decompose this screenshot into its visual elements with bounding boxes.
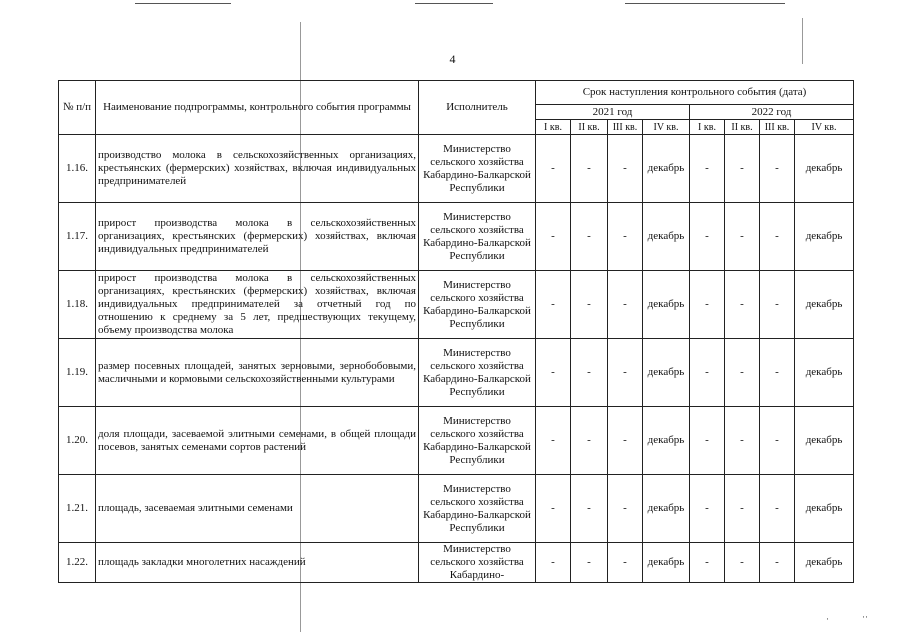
- row-number: 1.22.: [59, 543, 96, 583]
- scan-artifact-top-rule: [415, 3, 493, 4]
- q-cell: декабрь: [795, 135, 854, 203]
- q-cell: -: [725, 271, 760, 339]
- page-number: 4: [449, 52, 456, 66]
- q-cell: декабрь: [643, 339, 690, 407]
- q-cell: декабрь: [643, 203, 690, 271]
- q-cell: -: [690, 543, 725, 583]
- event-name: прирост производства молока в сельскохозяйственных организациях, крестьянских (фермерских) хозяйствах, включая индивидуальных предпринимателей за отчетный год по отношению к среднему за 5 лет, предшествующих текущему, объему производства молока: [96, 271, 419, 339]
- q-cell: -: [608, 407, 643, 475]
- q-cell: -: [760, 407, 795, 475]
- q-cell: -: [571, 407, 608, 475]
- q-cell: -: [608, 475, 643, 543]
- q-cell: -: [536, 407, 571, 475]
- q-cell: -: [760, 135, 795, 203]
- q-cell: -: [690, 135, 725, 203]
- header-quarter: II кв.: [571, 120, 608, 135]
- row-number: 1.21.: [59, 475, 96, 543]
- header-deadline: Срок наступления контрольного события (дата): [536, 81, 854, 105]
- q-cell: -: [760, 271, 795, 339]
- scan-artifact-top-rule: [135, 3, 231, 4]
- q-cell: -: [760, 475, 795, 543]
- q-cell: декабрь: [643, 271, 690, 339]
- table-row: [59, 407, 854, 475]
- q-cell: -: [725, 135, 760, 203]
- header-quarter: I кв.: [690, 120, 725, 135]
- q-cell: -: [725, 339, 760, 407]
- header-quarter: III кв.: [760, 120, 795, 135]
- q-cell: -: [690, 271, 725, 339]
- executor-cell: Министерство сельского хозяйства Кабардино-Балкарской Республики: [419, 135, 536, 203]
- q-cell: -: [760, 543, 795, 583]
- header-quarter: I кв.: [536, 120, 571, 135]
- q-cell: -: [725, 475, 760, 543]
- q-cell: -: [536, 203, 571, 271]
- table-row: [59, 475, 854, 543]
- scan-speck: ··: [862, 612, 868, 622]
- row-number: 1.20.: [59, 407, 96, 475]
- q-cell: -: [608, 135, 643, 203]
- row-number: 1.18.: [59, 271, 96, 339]
- event-name: площадь закладки многолетних насаждений: [96, 543, 419, 583]
- q-cell: декабрь: [643, 543, 690, 583]
- q-cell: -: [536, 475, 571, 543]
- row-number: 1.17.: [59, 203, 96, 271]
- q-cell: -: [690, 407, 725, 475]
- table-row: [59, 203, 854, 271]
- header-quarter: II кв.: [725, 120, 760, 135]
- header-quarter: IV кв.: [643, 120, 690, 135]
- event-name: доля площади, засеваемой элитными семенами, в общей площади посевов, занятых семенами сортов растений: [96, 407, 419, 475]
- q-cell: декабрь: [643, 475, 690, 543]
- event-name: производство молока в сельскохозяйственных организациях, крестьянских (фермерских) хозяйствах, включая индивидуальных предпринимателей: [96, 135, 419, 203]
- q-cell: декабрь: [643, 407, 690, 475]
- q-cell: декабрь: [795, 543, 854, 583]
- executor-cell: Министерство сельского хозяйства Кабардино-Балкарской Республики: [419, 271, 536, 339]
- event-name: прирост производства молока в сельскохозяйственных организациях, крестьянских (фермерских) хозяйствах, включая индивидуальных предпринимателей: [96, 203, 419, 271]
- q-cell: -: [571, 339, 608, 407]
- q-cell: декабрь: [795, 339, 854, 407]
- table-row: [59, 543, 854, 583]
- executor-cell: Министерство сельского хозяйства Кабардино-Балкарской Республики: [419, 339, 536, 407]
- q-cell: -: [760, 339, 795, 407]
- q-cell: декабрь: [795, 203, 854, 271]
- scan-artifact-top-rule: [625, 3, 785, 4]
- q-cell: декабрь: [795, 475, 854, 543]
- q-cell: -: [690, 475, 725, 543]
- q-cell: -: [536, 271, 571, 339]
- header-name: Наименование подпрограммы, контрольного события программы: [96, 81, 419, 135]
- table-row: [59, 339, 854, 407]
- q-cell: декабрь: [795, 271, 854, 339]
- event-name: площадь, засеваемая элитными семенами: [96, 475, 419, 543]
- q-cell: -: [760, 203, 795, 271]
- q-cell: -: [571, 543, 608, 583]
- header-year: 2022 год: [690, 105, 854, 120]
- q-cell: -: [536, 135, 571, 203]
- table-row: [59, 135, 854, 203]
- executor-cell: Министерство сельского хозяйства Кабардино-Балкарской Республики: [419, 475, 536, 543]
- header-executor: Исполнитель: [419, 81, 536, 135]
- q-cell: -: [571, 271, 608, 339]
- q-cell: декабрь: [643, 135, 690, 203]
- q-cell: -: [571, 135, 608, 203]
- header-number: № п/п: [59, 81, 96, 135]
- executor-cell: Министерство сельского хозяйства Кабардино-: [419, 543, 536, 583]
- header-quarter: III кв.: [608, 120, 643, 135]
- q-cell: -: [571, 203, 608, 271]
- q-cell: -: [608, 203, 643, 271]
- q-cell: -: [608, 339, 643, 407]
- header-quarter: IV кв.: [795, 120, 854, 135]
- q-cell: -: [690, 339, 725, 407]
- control-events-table: [58, 80, 854, 583]
- q-cell: -: [608, 271, 643, 339]
- row-number: 1.16.: [59, 135, 96, 203]
- scan-speck: ·: [826, 614, 829, 624]
- q-cell: -: [536, 543, 571, 583]
- table-row: [59, 271, 854, 339]
- header-year: 2021 год: [536, 105, 690, 120]
- q-cell: -: [725, 407, 760, 475]
- q-cell: -: [690, 203, 725, 271]
- q-cell: -: [725, 543, 760, 583]
- q-cell: -: [608, 543, 643, 583]
- executor-cell: Министерство сельского хозяйства Кабардино-Балкарской Республики: [419, 407, 536, 475]
- row-number: 1.19.: [59, 339, 96, 407]
- q-cell: -: [571, 475, 608, 543]
- q-cell: -: [725, 203, 760, 271]
- executor-cell: Министерство сельского хозяйства Кабардино-Балкарской Республики: [419, 203, 536, 271]
- q-cell: -: [536, 339, 571, 407]
- q-cell: декабрь: [795, 407, 854, 475]
- event-name: размер посевных площадей, занятых зерновыми, зернобобовыми, масличными и кормовыми сельскохозяйственными культурами: [96, 339, 419, 407]
